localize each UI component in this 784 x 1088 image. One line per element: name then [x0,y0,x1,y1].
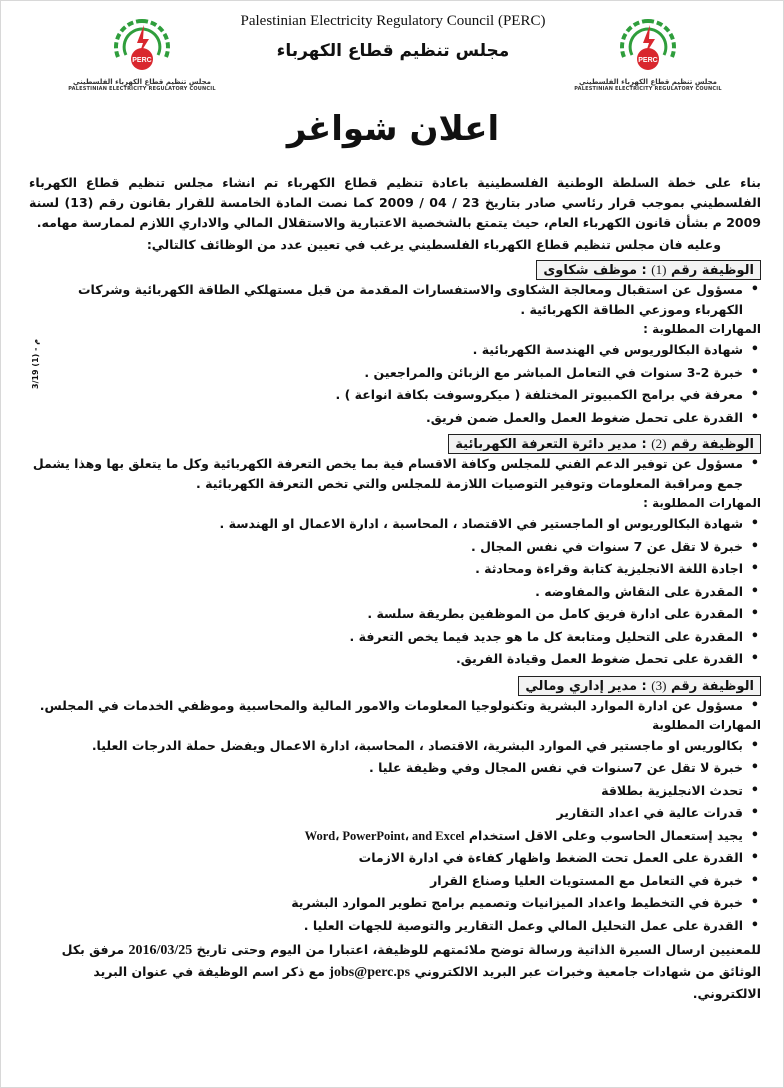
skill-item: • قدرات عالية في اعداد التقارير [29,802,743,825]
duty-item: • مسؤول عن استقبال ومعالجة الشكاوى والاستفسارات المقدمة من قبل مستهلكي الطاقة الكهربائية وشركات الكهرباء وموزعي الطاقة الكهربائية . [29,280,743,320]
skills-list [29,339,761,429]
skill-item: • بكالوريس او ماجستير في الموارد البشرية، الاقتصاد ، المحاسبة، ادارة الاعمال ويفضل حملة الدرجات العليا. [29,735,743,758]
skill-item: • اجادة اللغة الانجليزية كتابة وقراءة ومحادثة . [29,558,743,581]
svg-text:PERC: PERC [132,57,152,64]
intro-paragraph: بناء على خطة السلطة الوطنية الفلسطينية باعادة تنظيم قطاع الكهرباء تم انشاء مجلس تنظيم قطاع الكهرباء الفلسطيني بموجب قرار رئاسي صادر بتاريخ 23 / 04 / 2009 كما نصت المادة الخامسة للقرار بقانون رقم (13) لسنة 2009 م بشأن قانون الكهرباء العام، حيث يتمتع بالشخصية الاعتبارية والاستقلال المالي والاداري اللازم لممارسة مهامه. [29,175,761,230]
header-english-title: Palestinian Electricity Regulatory Council (PERC) [240,13,546,29]
duty-item: • مسؤول عن توفير الدعم الفني للمجلس وكافة الاقسام فية بما يخص التعرفة الكهربائية وكل ما يتعلق بها وهذا يشمل جمع ومراقبة المعلومات وتوفير التوصيات اللازمة للمجلس والتي تخص التعرفة الكهربائية . [29,454,743,494]
logo-english-name: PALESTINIAN ELECTRICITY REGULATORY COUNCIL [574,86,722,92]
job-title: : مدير إداري ومالي [525,678,647,694]
job-duties [29,696,761,716]
intro-positions-line: وعليه فان مجلس تنظيم قطاع الكهرباء الفلسطيني يرغب في تعيين عدد من الوظائف كالتالي: [146,237,721,252]
closing-line-2: مرفق بكل الوثائق من شهادات جامعية وخبرات عبر البريد الالكتروني [61,942,761,979]
skill-item: • خبرة 2-3 سنوات في التعامل المباشر مع الزبائن والمراجعين . [29,362,743,385]
job-prefix: الوظيفة رقم [671,263,754,278]
skill-item: • المقدرة على النقاش والمفاوضه . [29,581,743,604]
job-duties [29,454,761,494]
job-header [518,676,761,696]
skill-item: • تحدث الانجليزية بطلاقة [29,780,743,803]
job-duties [29,280,761,320]
skill-item: • خبرة لا تقل عن 7سنوات في نفس المجال وفي وظيفة عليا . [29,757,743,780]
skills-label: المهارات المطلوبة : [643,496,761,510]
skill-item: • معرفة في برامج الكمبيوتر المختلفة ( ميكروسوفت بكافة انواعة ) . [29,384,743,407]
skills-list [29,735,761,938]
job-number: (2) [651,436,667,451]
logo-arabic-name: مجلس تنظيم قطاع الكهرباء الفلسطيني [73,78,211,86]
job-prefix: الوظيفة رقم [671,437,754,452]
skill-item: • المقدرة على التحليل ومتابعة كل ما هو جديد فيما يخص التعرفة . [29,626,743,649]
skill-item: • القدرة على تحمل ضغوط العمل وقيادة الفريق. [29,648,743,671]
skill-item: • المقدرة على ادارة فريق كامل من الموظفين بطريقة سلسة . [29,603,743,626]
skill-item: • القدرة على العمل تحت الضغط واظهار كفاءة في ادارة الازمات [29,847,743,870]
job-header [536,260,761,280]
job-number: (1) [651,262,667,277]
skill-item [29,825,743,848]
skills-list [29,513,761,671]
job-header [448,434,761,454]
closing-paragraph [29,939,761,1004]
job-title: : مدير دائرة التعرفة الكهربائية [455,437,647,452]
job-section-2 [29,429,761,671]
skill-item: • خبرة في التخطيط واعداد الميزانيات وتصميم برامج تطوير الموارد البشرية [29,892,743,915]
duty-item: • مسؤول عن ادارة الموارد البشرية وتكنولوجيا المعلومات والامور المالية والمحاسبية وموظفي الخدمات في المجلس. [29,696,743,716]
side-reference-note: م - (1) 3/19 [31,338,40,389]
skill-item: • القدرة على تحمل ضغوط العمل والعمل ضمن فريق. [29,407,743,430]
job-number: (3) [651,677,667,693]
skill-text: يجيد إستعمال الحاسوب وعلى الاقل استخدام [468,827,743,843]
logo-english-name: PALESTINIAN ELECTRICITY REGULATORY COUNCIL [68,86,216,92]
header-arabic-title: مجلس تنظيم قطاع الكهرباء [276,41,510,61]
closing-line-3: مع ذكر اسم الوظيفة في عنوان البريد الالكتروني. [93,964,761,1001]
skill-item: • شهادة البكالوريوس او الماجستير في الاقتصاد ، المحاسبة ، ادارة الاعمال او الهندسة . [29,513,743,536]
skill-item: • خبرة في التعامل مع المستويات العليا وصناع القرار [29,870,743,893]
svg-text:PERC: PERC [638,57,658,64]
logo-arabic-name: مجلس تنظيم قطاع الكهرباء الفلسطيني [579,78,717,86]
skill-item: • خبرة لا تقل عن 7 سنوات في نفس المجال . [29,536,743,559]
page-title: اعلان شواغر [286,109,500,149]
job-section-3 [29,671,761,938]
job-title: : موظف شكاوى [543,263,647,278]
announcement-body [29,173,761,1004]
job-section-1 [29,255,761,429]
job-prefix: الوظيفة رقم [671,678,754,694]
skills-label: المهارات المطلوبة : [643,322,761,336]
skills-label: المهارات المطلوبة [652,717,761,732]
skill-item: • شهادة البكالوريوس في الهندسة الكهربائية . [29,339,743,362]
skill-item: • القدرة على عمل التحليل المالي وعمل التقارير والتوصية للجهات العليا . [29,915,743,938]
software-list: Word، PowerPoint، and Excel [304,828,465,843]
closing-line-1: للمعنيين ارسال السيرة الذاتية ورسالة توضح ملائمتهم للوظيفة، اعتبارا من اليوم وحتى تاريخ [196,942,761,957]
email-address[interactable]: jobs@perc.ps [329,965,411,980]
deadline-date: 2016/03/25 [128,943,193,958]
